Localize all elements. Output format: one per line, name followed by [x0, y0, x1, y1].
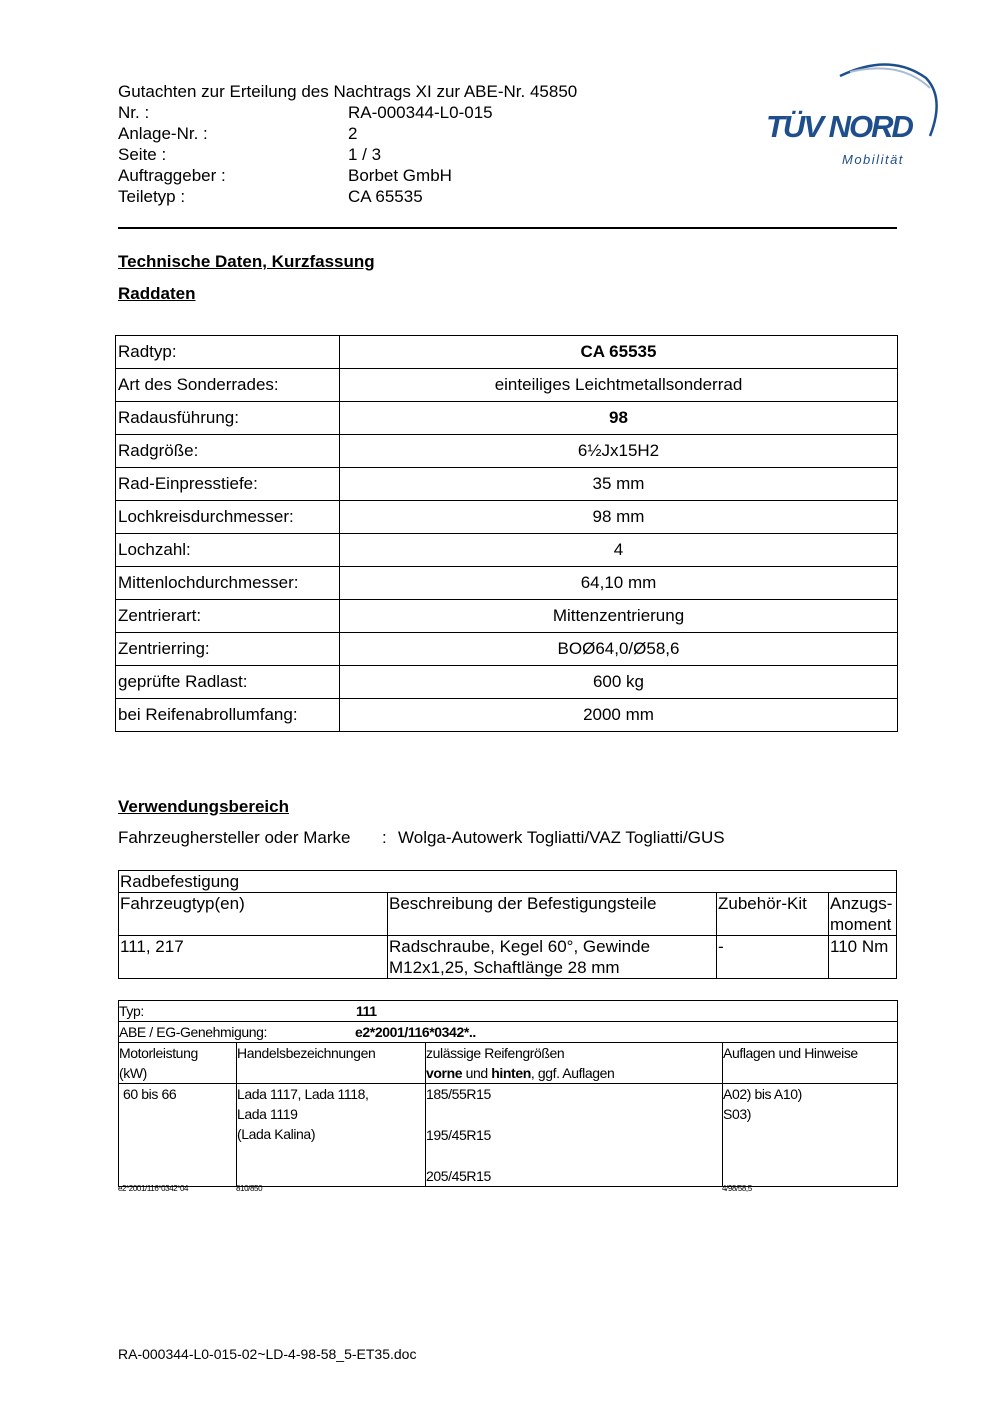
befestigung-moment: 110 Nm — [829, 936, 897, 979]
col-motorleistung-line2: (kW) — [119, 1065, 147, 1081]
zentrierart-value: Mittenzentrierung — [340, 600, 898, 633]
footnote-auflagen: 4/98/58,5 — [722, 1184, 752, 1193]
tuev-nord-logo: TÜV NORD — [766, 109, 912, 144]
table-row — [116, 567, 898, 600]
vorne-text: vorne — [426, 1065, 463, 1081]
und-text: und — [462, 1065, 492, 1081]
footnote-abe: e2*2001/116*0342*04 — [118, 1184, 189, 1193]
radbefestigung-table — [118, 870, 897, 979]
befestigung-beschreibung — [388, 936, 717, 979]
einpresstiefe-value: 35 mm — [340, 468, 898, 501]
table-row — [116, 435, 898, 468]
teiletyp-value: CA 65535 — [348, 187, 423, 206]
handel-line1: Lada 1117, Lada 1118, — [237, 1086, 369, 1102]
einpresstiefe-label: Rad-Einpresstiefe: — [116, 468, 340, 501]
col-anzugsmoment-line1: Anzugs- — [830, 894, 893, 913]
table-row — [119, 1022, 898, 1043]
abe-value: e2*2001/116*0342*.. — [355, 1024, 476, 1040]
hersteller-label: Fahrzeughersteller oder Marke — [118, 828, 351, 847]
radgroesse-value: 6½Jx15H2 — [340, 435, 898, 468]
handel-line3: (Lada Kalina) — [237, 1126, 316, 1142]
auflagen-value — [723, 1084, 898, 1187]
hersteller-separator: : — [382, 828, 387, 847]
lochkreis-label: Lochkreisdurchmesser: — [116, 501, 340, 534]
motorleistung-value: 60 bis 66 — [119, 1084, 237, 1187]
lochkreis-value: 98 mm — [340, 501, 898, 534]
typ-value: 111 — [356, 1003, 377, 1019]
reifengroessen-value — [426, 1084, 723, 1187]
col-anzugsmoment-line2: moment — [830, 915, 892, 934]
befestigung-beschreibung-line1: Radschraube, Kegel 60°, Gewinde — [389, 937, 651, 956]
table-row — [116, 336, 898, 369]
reifen-205: 205/45R15 — [426, 1168, 491, 1184]
radausfuehrung-value: 98 — [340, 402, 898, 435]
mittenloch-label: Mittenlochdurchmesser: — [116, 567, 340, 600]
zentrierart-label: Zentrierart: — [116, 600, 340, 633]
section-raddaten: Raddaten — [118, 284, 196, 303]
auftraggeber-value: Borbet GmbH — [348, 166, 452, 185]
section-technische-daten: Technische Daten, Kurzfassung — [118, 252, 375, 271]
col-fahrzeugtyp: Fahrzeugtyp(en) — [119, 893, 388, 936]
col-motorleistung-line1: Motorleistung — [119, 1045, 198, 1061]
col-auflagen: Auflagen und Hinweise — [723, 1043, 898, 1084]
auftraggeber-label: Auftraggeber : — [118, 166, 226, 185]
footer-filename: RA-000344-L0-015-02~LD-4-98-58_5-ET35.doc — [118, 1346, 417, 1362]
document-title: Gutachten zur Erteilung des Nachtrags XI zur ABE-Nr. 45850 — [118, 82, 578, 101]
mittenloch-value: 64,10 mm — [340, 567, 898, 600]
table-row — [116, 369, 898, 402]
radbefestigung-title: Radbefestigung — [119, 871, 897, 893]
art-value: einteiliges Leichtmetallsonderrad — [340, 369, 898, 402]
nr-value: RA-000344-L0-015 — [348, 103, 493, 122]
col-anzugsmoment — [829, 893, 897, 936]
befestigung-fahrzeugtyp: 111, 217 — [119, 936, 388, 979]
art-label: Art des Sonderrades: — [116, 369, 340, 402]
col-zubehoer: Zubehör-Kit — [717, 893, 829, 936]
typ-table — [118, 1000, 898, 1187]
col-motorleistung — [119, 1043, 237, 1084]
auflagen-line2: S03) — [723, 1106, 751, 1122]
lochzahl-value: 4 — [340, 534, 898, 567]
reifen-185: 185/55R15 — [426, 1086, 491, 1102]
table-row — [119, 936, 897, 979]
table-row — [116, 534, 898, 567]
typ-row — [119, 1001, 898, 1022]
col-reifengroessen-line1: zulässige Reifengrößen — [426, 1045, 565, 1061]
col-handelsbezeichnungen: Handelsbezeichnungen — [237, 1043, 426, 1084]
nr-label: Nr. : — [118, 103, 150, 122]
section-verwendungsbereich: Verwendungsbereich — [118, 797, 289, 816]
table-row — [116, 468, 898, 501]
anlage-value: 2 — [348, 124, 358, 143]
radausfuehrung-label: Radausführung: — [116, 402, 340, 435]
befestigung-zubehoer: - — [717, 936, 829, 979]
table-row — [116, 699, 898, 732]
col-reifengroessen — [426, 1043, 723, 1084]
footnote-handel: 810/850 — [236, 1184, 263, 1193]
anlage-label: Anlage-Nr. : — [118, 124, 208, 143]
logo-subtitle: Mobilität — [842, 152, 904, 167]
abrollumfang-label: bei Reifenabrollumfang: — [116, 699, 340, 732]
header-divider — [118, 227, 897, 229]
table-row — [116, 402, 898, 435]
table-row — [119, 1084, 898, 1187]
seite-value: 1 / 3 — [348, 145, 382, 164]
zentrierring-value: BOØ64,0/Ø58,6 — [340, 633, 898, 666]
radtyp-label: Radtyp: — [116, 336, 340, 369]
typ-label: Typ: — [119, 1003, 144, 1019]
raddaten-table — [115, 335, 898, 732]
radtyp-value: CA 65535 — [340, 336, 898, 369]
seite-label: Seite : — [118, 145, 167, 164]
abrollumfang-value: 2000 mm — [340, 699, 898, 732]
col-beschreibung: Beschreibung der Befestigungsteile — [388, 893, 717, 936]
table-row — [119, 871, 897, 893]
auflagen-suffix-text: , ggf. Auflagen — [530, 1065, 615, 1081]
table-row — [119, 1001, 898, 1022]
befestigung-beschreibung-line2: M12x1,25, Schaftlänge 28 mm — [389, 958, 620, 977]
auflagen-line1: A02) bis A10) — [723, 1086, 802, 1102]
zentrierring-label: Zentrierring: — [116, 633, 340, 666]
handel-line2: Lada 1119 — [237, 1106, 298, 1122]
table-row — [116, 501, 898, 534]
teiletyp-label: Teiletyp : — [118, 187, 186, 206]
table-row — [116, 666, 898, 699]
abe-row — [119, 1022, 898, 1043]
handelsbezeichnungen-value — [237, 1084, 426, 1187]
hinten-text: hinten — [491, 1065, 531, 1081]
reifen-195: 195/45R15 — [426, 1127, 491, 1143]
hersteller-value: Wolga-Autowerk Togliatti/VAZ Togliatti/GUS — [398, 828, 725, 847]
table-row — [119, 1043, 898, 1084]
col-reifengroessen-line2 — [426, 1063, 722, 1083]
table-row — [116, 600, 898, 633]
table-row — [116, 633, 898, 666]
radgroesse-label: Radgröße: — [116, 435, 340, 468]
abe-label: ABE / EG-Genehmigung: — [119, 1024, 268, 1040]
radlast-value: 600 kg — [340, 666, 898, 699]
radlast-label: geprüfte Radlast: — [116, 666, 340, 699]
table-row — [119, 893, 897, 936]
lochzahl-label: Lochzahl: — [116, 534, 340, 567]
